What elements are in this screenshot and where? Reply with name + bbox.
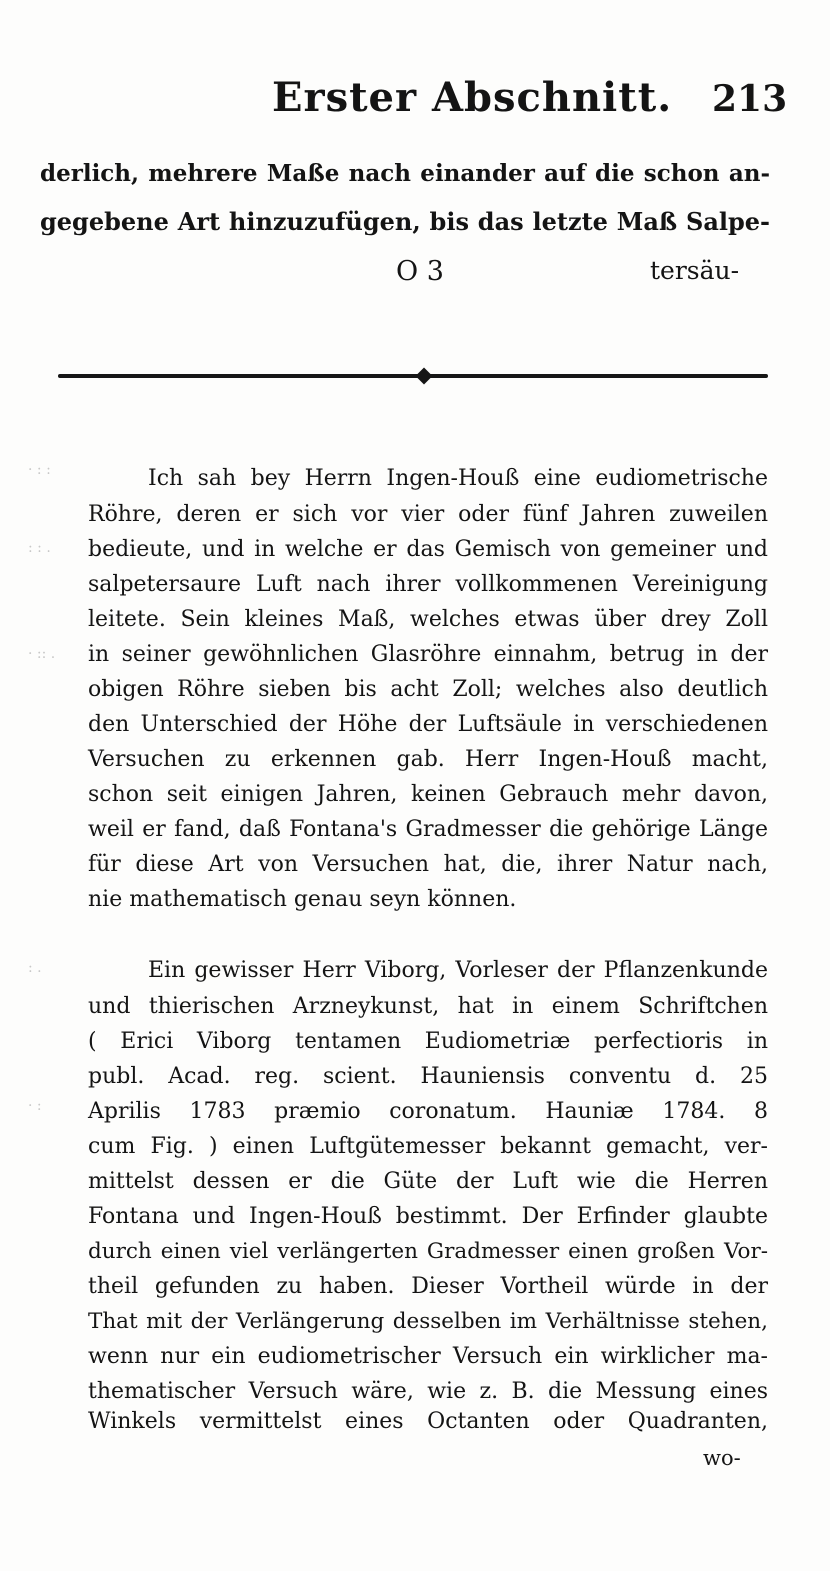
text-line: Fontana und Ingen-Houß bestimmt. Der Erfinder glaubte xyxy=(88,1204,768,1229)
bleed-through-mark: : : . xyxy=(28,540,51,556)
catchword-bottom: wo- xyxy=(703,1446,741,1470)
catchword-top: tersäu- xyxy=(650,256,740,285)
text-line: Ein gewisser Herr Viborg, Vorleser der Pflanzenkunde xyxy=(148,958,768,983)
text-line: bedieute, und in welche er das Gemisch von gemeiner und xyxy=(88,537,768,562)
text-line: für diese Art von Versuchen hat, die, ihrer Natur nach, xyxy=(88,852,768,877)
bleed-through-mark: · : xyxy=(28,1098,42,1114)
text-line: schon seit einigen Jahren, keinen Gebrauch mehr davon, xyxy=(88,782,768,807)
text-line: obigen Röhre sieben bis acht Zoll; welches also deutlich xyxy=(88,677,768,702)
bleed-through-mark: : . xyxy=(28,960,42,976)
text-line: Ich sah bey Herrn Ingen-Houß eine eudiometrische xyxy=(148,466,768,491)
page-number: 213 xyxy=(712,78,788,120)
text-line: mittelst dessen er die Güte der Luft wie die Herren xyxy=(88,1169,768,1194)
text-line: weil er fand, daß Fontana's Gradmesser die gehörige Länge xyxy=(88,817,768,842)
text-line: cum Fig. ) einen Luftgütemesser bekannt gemacht, ver- xyxy=(88,1134,768,1159)
text-line: leitete. Sein kleines Maß, welches etwas über drey Zoll xyxy=(88,607,768,632)
text-line: und thierischen Arzneykunst, hat in einem Schriftchen xyxy=(88,994,768,1019)
text-line: durch einen viel verlängerten Gradmesser einen großen Vor- xyxy=(88,1239,768,1264)
ornamental-rule xyxy=(58,374,768,378)
text-line: Winkels vermittelst eines Octanten oder Quadranten, xyxy=(88,1409,768,1434)
rule-ornament xyxy=(416,368,433,385)
text-line: That mit der Verlängerung desselben im Verhältnisse stehen, xyxy=(88,1309,768,1334)
text-line: Versuchen zu erkennen gab. Herr Ingen-Houß macht, xyxy=(88,747,768,772)
text-line: thematischer Versuch wäre, wie z. B. die Messung eines xyxy=(88,1379,768,1404)
text-line: Röhre, deren er sich vor vier oder fünf Jahren zuweilen xyxy=(88,502,768,527)
text-line: den Unterschied der Höhe der Luftsäule in verschiedenen xyxy=(88,712,768,737)
bleed-through-mark: · :: . xyxy=(28,646,56,662)
text-line: gegebene Art hinzuzufügen, bis das letzte Maß Salpe- xyxy=(40,207,770,236)
text-line: salpetersaure Luft nach ihrer vollkommenen Vereinigung xyxy=(88,572,768,597)
text-line: publ. Acad. reg. scient. Hauniensis conventu d. 25 xyxy=(88,1064,768,1089)
text-line: ( Erici Viborg tentamen Eudiometriæ perfectioris in xyxy=(88,1029,768,1054)
text-line: derlich, mehrere Maße nach einander auf die schon an- xyxy=(40,160,770,187)
text-line: wenn nur ein eudiometrischer Versuch ein wirklicher ma- xyxy=(88,1344,768,1369)
text-line: in seiner gewöhnlichen Glasröhre einnahm, betrug in der xyxy=(88,642,768,667)
signature-mark: O 3 xyxy=(396,256,444,287)
running-title: Erster Abschnitt. xyxy=(272,74,673,121)
text-line: theil gefunden zu haben. Dieser Vortheil würde in der xyxy=(88,1274,768,1299)
text-line: Aprilis 1783 præmio coronatum. Hauniæ 1784. 8 xyxy=(88,1099,768,1124)
bleed-through-mark: · : : xyxy=(28,462,51,478)
text-line: nie mathematisch genau seyn können. xyxy=(88,887,517,912)
